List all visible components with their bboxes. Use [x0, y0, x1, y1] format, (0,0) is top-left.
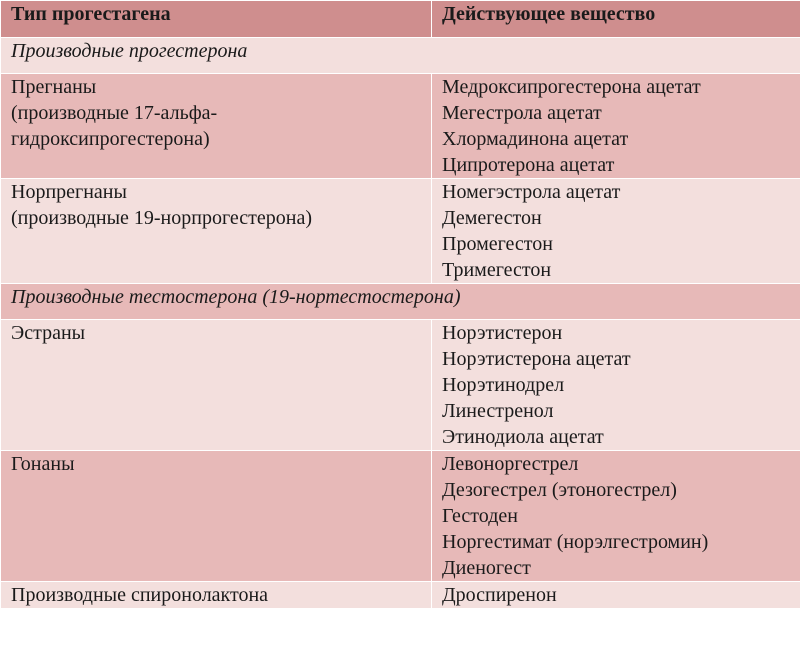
substance-line: Мегестрола ацетат — [442, 102, 602, 124]
type-line: Гонаны — [11, 453, 75, 475]
substance-line: Норгестимат (норэлгестромин) — [442, 531, 709, 553]
substance-line: Номегэстрола ацетат — [442, 181, 621, 203]
active-substance-cell — [432, 179, 800, 284]
type-line: Производные спиронолактона — [11, 584, 269, 606]
type-line: (производные 19-норпрогестерона) — [11, 207, 313, 229]
type-line: (производные 17-альфа- — [11, 102, 218, 124]
section-row — [1, 38, 800, 74]
table-row — [1, 451, 800, 582]
section-title: Производные тестостерона (19-нортестостерона) — [1, 284, 800, 320]
substance-line: Линестренол — [442, 400, 554, 422]
substance-line: Этинодиола ацетат — [442, 426, 604, 448]
progestogen-type-cell — [1, 582, 432, 609]
substance-line: Норэтистерона ацетат — [442, 348, 631, 370]
substance-line: Демегестон — [442, 207, 542, 229]
table-row — [1, 179, 800, 284]
active-substance-cell — [432, 451, 800, 582]
substance-line: Диеногест — [442, 557, 531, 579]
substance-line: Норэтистерон — [442, 322, 563, 344]
substance-line: Медроксипрогестерона ацетат — [442, 76, 701, 98]
progestogen-type-cell — [1, 320, 432, 451]
type-line: Норпрегнаны — [11, 181, 127, 203]
table-header-row — [1, 1, 800, 38]
substance-line: Промегестон — [442, 233, 553, 255]
substance-line: Гестоден — [442, 505, 518, 527]
section-row — [1, 284, 800, 320]
table-row — [1, 582, 800, 609]
substance-line: Норэтинодрел — [442, 374, 565, 396]
type-line: Эстраны — [11, 322, 86, 344]
progestogen-type-cell — [1, 179, 432, 284]
progestogen-type-cell — [1, 74, 432, 179]
type-line: гидроксипрогестерона) — [11, 128, 210, 150]
table-row — [1, 320, 800, 451]
substance-line: Ципротерона ацетат — [442, 154, 615, 176]
section-title: Производные прогестерона — [1, 38, 800, 74]
progestogen-type-cell — [1, 451, 432, 582]
substance-line: Хлормадинона ацетат — [442, 128, 629, 150]
type-line: Прегнаны — [11, 76, 97, 98]
header-substance: Действующее вещество — [432, 1, 800, 38]
header-type: Тип прогестагена — [1, 1, 432, 38]
table-body — [1, 38, 800, 609]
active-substance-cell — [432, 74, 800, 179]
substance-line: Левоноргестрел — [442, 453, 579, 475]
substance-line: Тримегестон — [442, 259, 552, 281]
table-row — [1, 74, 800, 179]
substance-line: Дезогестрел (этоногестрел) — [442, 479, 677, 501]
substance-line: Дроспиренон — [442, 584, 557, 606]
active-substance-cell — [432, 582, 800, 609]
active-substance-cell — [432, 320, 800, 451]
